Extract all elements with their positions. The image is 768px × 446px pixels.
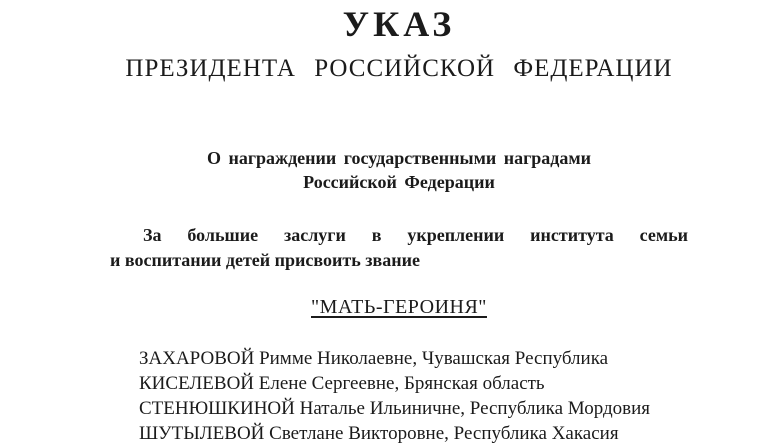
decree-body-line1: За большие заслуги в укреплении института семьи: [143, 225, 688, 245]
recipient-line: КИСЕЛЕВОЙ Елене Сергеевне, Брянская область: [139, 373, 545, 394]
award-title: [110, 295, 688, 319]
decree-body-line2: и воспитании детей присвоить звание: [110, 250, 420, 270]
decree-title: УКАЗ: [342, 4, 456, 44]
recipient-line: СТЕНЮШКИНОЙ Наталье Ильиничне, Республика Мордовия: [139, 398, 651, 419]
recipient-line: ЗАХАРОВОЙ Римме Николаевне, Чувашская Республика: [139, 348, 609, 369]
recipients-list: [139, 346, 688, 446]
recipient-line: ШУТЫЛЕВОЙ Светлане Викторовне, Республика Хакасия: [139, 423, 619, 444]
award-title-text: "МАТЬ-ГЕРОИНЯ": [311, 296, 487, 318]
decree-subtitle: ПРЕЗИДЕНТА РОССИЙСКОЙ ФЕДЕРАЦИИ: [125, 55, 673, 82]
decree-subject-line1: О награждении государственными наградами: [206, 148, 592, 168]
decree-subject-line2: Российской Федерации: [303, 172, 495, 192]
decree-body-paragraph: [110, 223, 688, 273]
decree-subject: [110, 146, 688, 194]
